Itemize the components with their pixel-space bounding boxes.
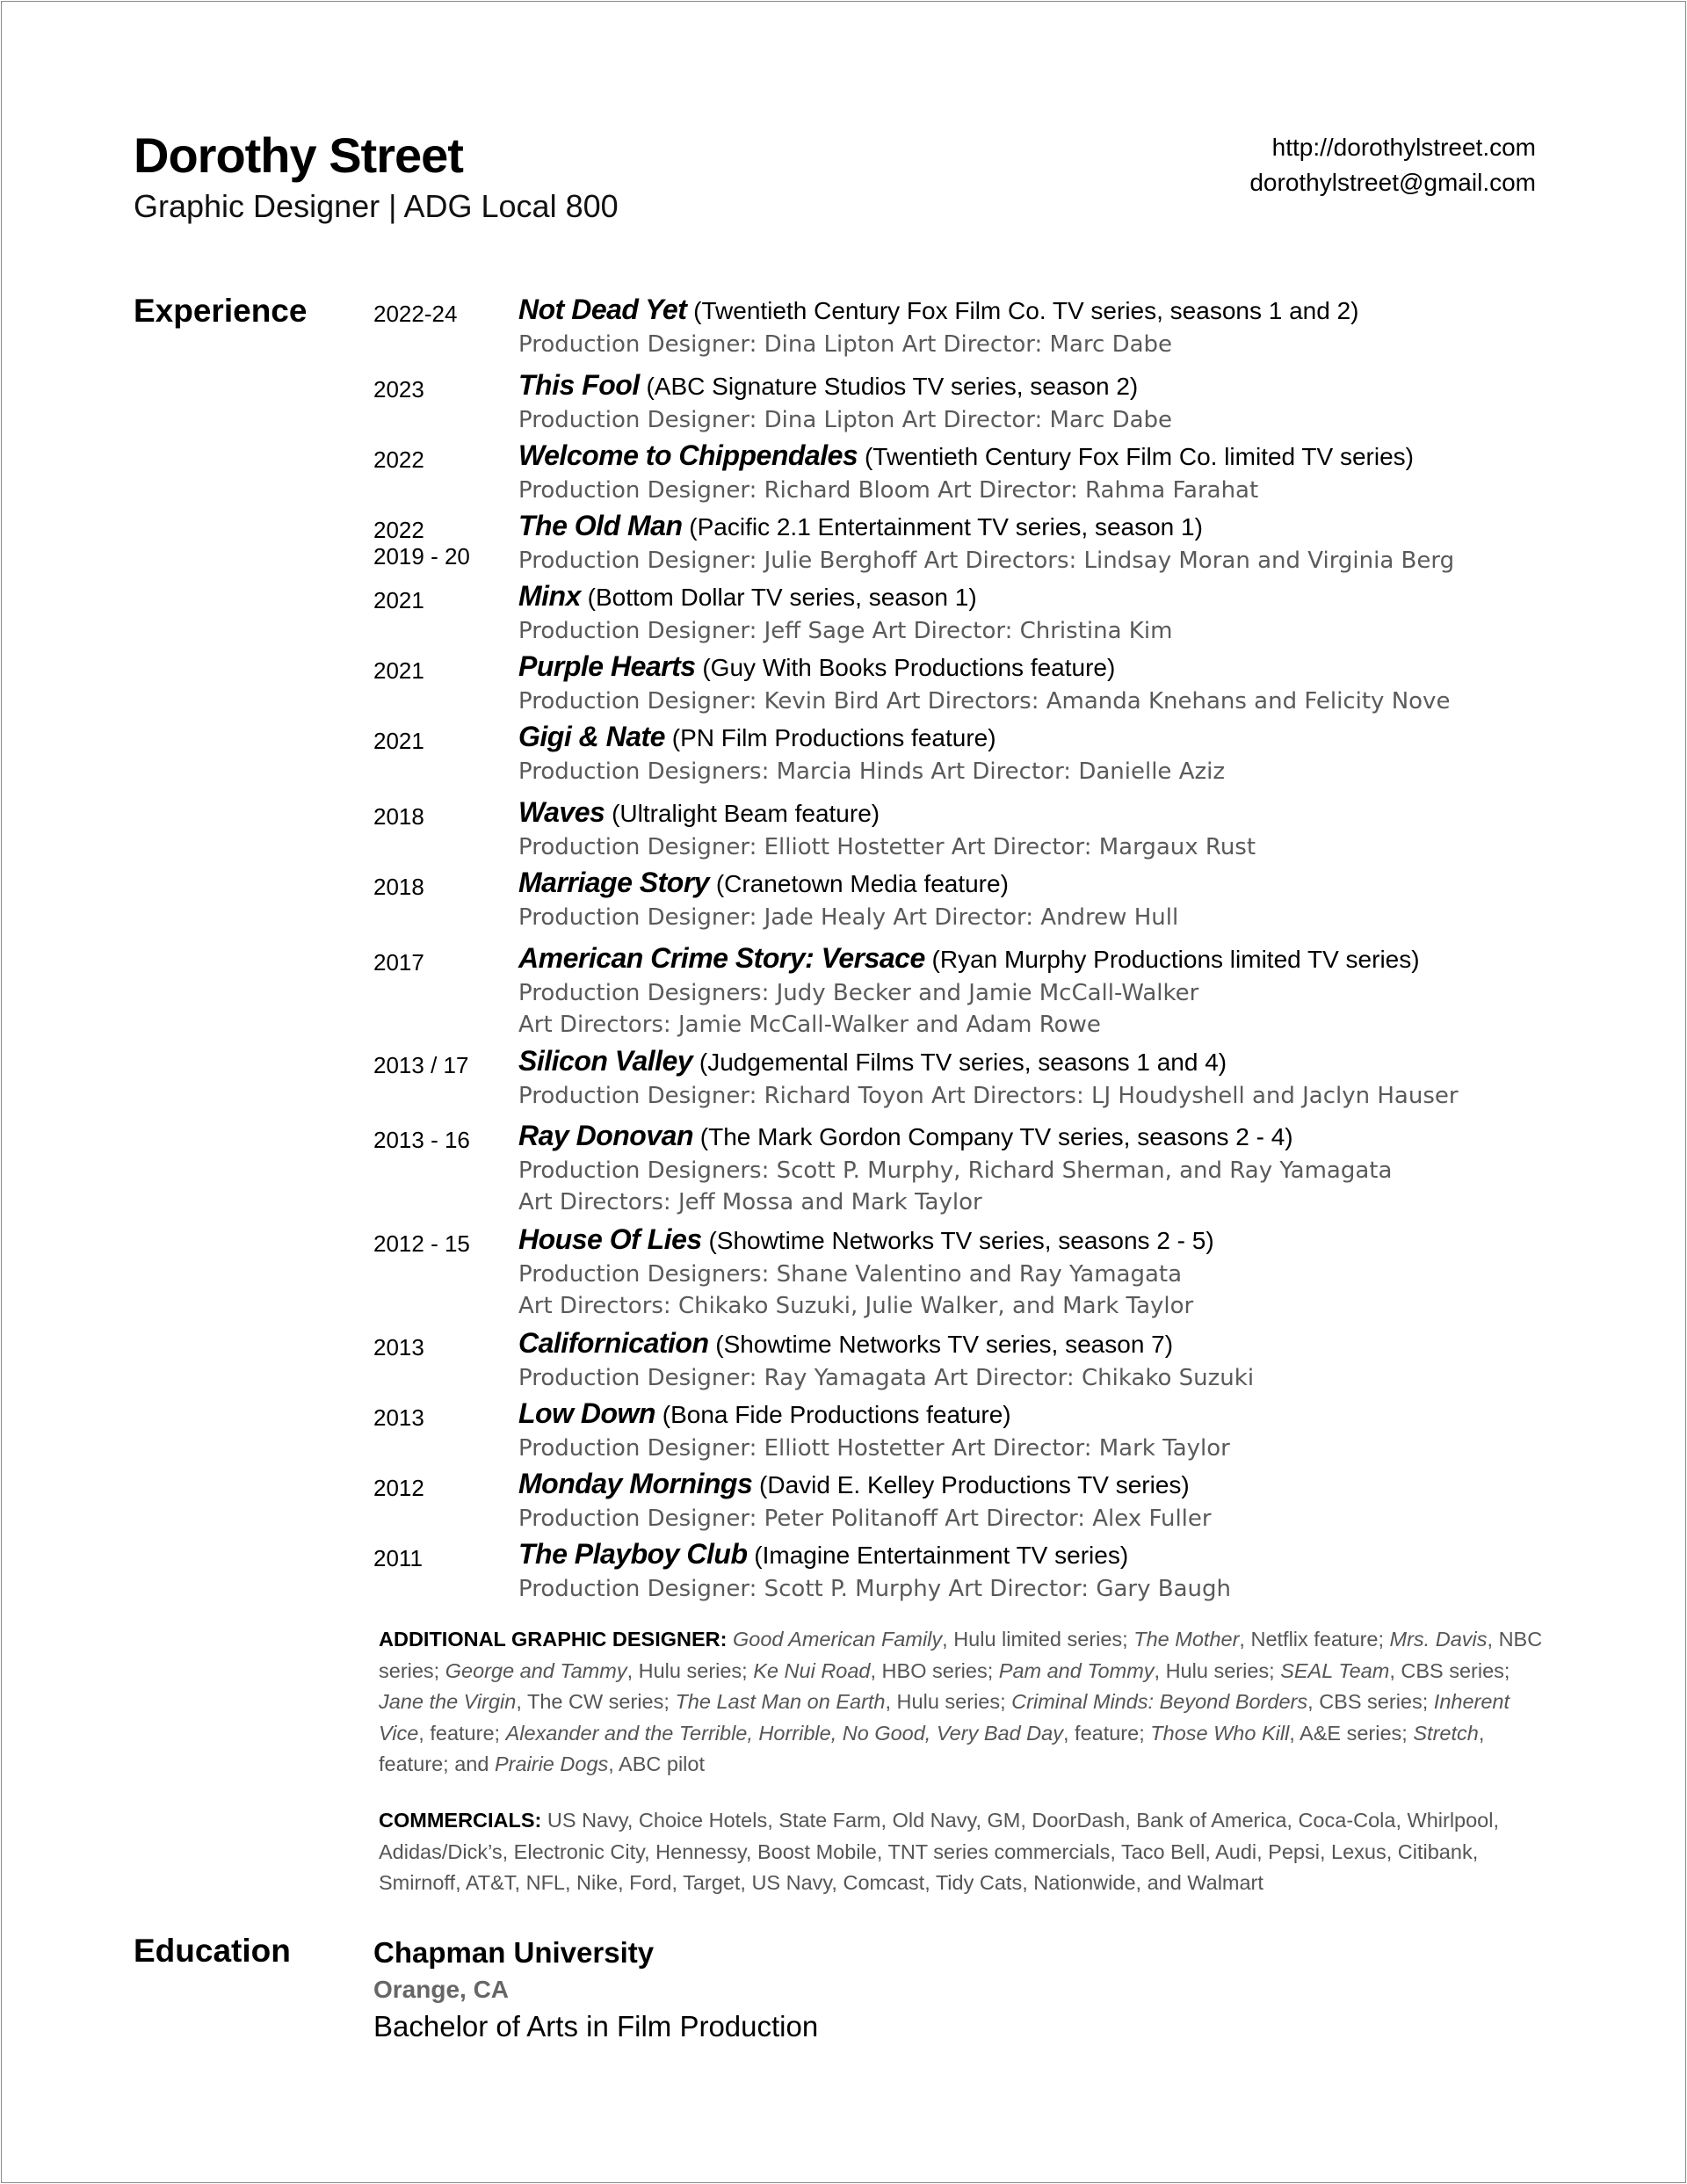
entry-credit: Production Designer: Richard Toyon Art Directors: LJ Houdyshell and Jaclyn Hauser bbox=[518, 1083, 1459, 1109]
entry-title-line bbox=[518, 719, 1225, 756]
entry-title: This Fool bbox=[518, 369, 640, 401]
entry-credit: Production Designer: Julie Berghoff Art Directors: Lindsay Moran and Virginia Berg bbox=[518, 548, 1455, 574]
entry-details: (PN Film Productions feature) bbox=[671, 724, 996, 751]
entry-details: (Pacific 2.1 Entertainment TV series, season 1) bbox=[689, 513, 1203, 541]
entry-details: (The Mark Gordon Company TV series, seasons 2 - 4) bbox=[699, 1123, 1293, 1150]
additional-title: Prairie Dogs bbox=[494, 1752, 609, 1775]
entry-year: 2013 bbox=[373, 1334, 424, 1360]
entry-year: 2018 bbox=[373, 803, 424, 830]
entry-body bbox=[518, 1222, 1214, 1322]
entry-year: 2013 / 17 bbox=[373, 1052, 469, 1078]
entry-body bbox=[518, 438, 1414, 506]
additional-title: Criminal Minds: Beyond Borders bbox=[1011, 1690, 1308, 1713]
entry-details: (Guy With Books Productions feature) bbox=[702, 654, 1116, 681]
experience-entry bbox=[2, 438, 1414, 506]
entry-body bbox=[518, 367, 1172, 436]
entry-year: 2011 bbox=[373, 1545, 423, 1571]
additional-title: The Mother bbox=[1133, 1628, 1240, 1651]
additional-desc: , NBC series; bbox=[379, 1628, 1543, 1682]
commercials-label: COMMERCIALS: bbox=[379, 1809, 542, 1832]
entry-title: Californication bbox=[518, 1327, 709, 1359]
entry-year: 2018 bbox=[373, 874, 424, 900]
entry-year: 2012 bbox=[373, 1475, 424, 1501]
entry-details: (Twentieth Century Fox Film Co. limited TV series) bbox=[864, 443, 1414, 470]
entry-title: Monday Mornings bbox=[518, 1468, 753, 1499]
entry-details: (Twentieth Century Fox Film Co. TV series, seasons 1 and 2) bbox=[693, 297, 1359, 324]
entry-body bbox=[518, 649, 1450, 717]
commercials-text: US Navy, Choice Hotels, State Farm, Old Navy, GM, DoorDash, Bank of America, Coca-Cola, Whirlpool, Adidas/Dick’s, Electronic City, Hennessy, Boost Mobile, TNT series commercials, Taco Bell, Audi, Pepsi, Lexus, Citibank, Smirnoff, AT&T, NFL, Nike, Ford, Target, US Navy, Comcast, Tidy Cats, Nationwide, and Walmart bbox=[379, 1809, 1500, 1894]
entry-year-secondary: 2019 - 20 bbox=[373, 543, 470, 570]
entry-details: (Showtime Networks TV series, season 7) bbox=[715, 1331, 1174, 1358]
additional-title: Mrs. Davis bbox=[1389, 1628, 1488, 1651]
email-link[interactable]: dorothylstreet@gmail.com bbox=[1249, 169, 1536, 196]
entry-body bbox=[518, 719, 1225, 787]
entry-body bbox=[518, 795, 1256, 863]
entry-details: (Imagine Entertainment TV series) bbox=[754, 1542, 1129, 1569]
entry-title: Gigi & Nate bbox=[518, 721, 665, 752]
entry-body bbox=[518, 1043, 1459, 1112]
entry-credit: Production Designer: Peter Politanoff Art Director: Alex Fuller bbox=[518, 1506, 1212, 1532]
entry-details: (Ryan Murphy Productions limited TV series) bbox=[931, 946, 1420, 973]
entry-credit: Production Designers: Scott P. Murphy, Richard Sherman, and Ray Yamagata bbox=[518, 1157, 1393, 1184]
additional-title: Inherent Vice bbox=[379, 1690, 1510, 1745]
entry-credit: Production Designer: Scott P. Murphy Art Director: Gary Baugh bbox=[518, 1576, 1231, 1602]
additional-title: Those Who Kill bbox=[1150, 1721, 1290, 1745]
additional-desc: , HBO series; bbox=[870, 1658, 999, 1682]
additional-desc: , The CW series; bbox=[516, 1690, 676, 1713]
entry-credit: Production Designers: Judy Becker and Jamie McCall-Walker bbox=[518, 980, 1199, 1006]
entry-credit: Production Designer: Kevin Bird Art Directors: Amanda Knehans and Felicity Nove bbox=[518, 688, 1451, 715]
entry-title-line bbox=[518, 508, 1454, 545]
entry-title: Minx bbox=[518, 580, 581, 612]
additional-title: Stretch bbox=[1413, 1721, 1479, 1745]
entry-body bbox=[518, 1466, 1212, 1535]
entry-title: Ray Donovan bbox=[518, 1120, 693, 1151]
experience-entry bbox=[2, 1536, 1231, 1605]
experience-entry bbox=[2, 1043, 1459, 1112]
additional-desc: , CBS series; bbox=[1389, 1658, 1510, 1682]
entry-title-line bbox=[518, 795, 1256, 831]
education-heading: Education bbox=[134, 1933, 291, 1969]
candidate-subtitle: Graphic Designer | ADG Local 800 bbox=[134, 188, 619, 224]
experience-heading: Experience bbox=[134, 293, 308, 329]
experience-entry bbox=[2, 292, 1359, 360]
entry-body bbox=[518, 940, 1420, 1041]
entry-title: House Of Lies bbox=[518, 1223, 702, 1255]
commercials-note bbox=[379, 1805, 1556, 1899]
entry-credit: Production Designer: Jade Healy Art Director: Andrew Hull bbox=[518, 904, 1179, 931]
entry-title-line bbox=[518, 1396, 1230, 1433]
entry-body bbox=[518, 578, 1172, 647]
entry-details: (Showtime Networks TV series, seasons 2 - 5) bbox=[708, 1227, 1214, 1254]
resume-page bbox=[1, 1, 1686, 2183]
entry-details: (Bottom Dollar TV series, season 1) bbox=[587, 584, 977, 611]
entry-details: (Ultralight Beam feature) bbox=[612, 800, 880, 827]
entry-title: Purple Hearts bbox=[518, 650, 696, 682]
entry-credit: Art Directors: Chikako Suzuki, Julie Walker, and Mark Taylor bbox=[518, 1293, 1194, 1319]
entry-title-line bbox=[518, 1118, 1392, 1155]
additional-title: The Last Man on Earth bbox=[675, 1690, 886, 1713]
education-school: Chapman University bbox=[373, 1936, 655, 1969]
entry-credit: Production Designer: Dina Lipton Art Director: Marc Dabe bbox=[518, 407, 1173, 433]
experience-entry bbox=[2, 940, 1420, 1041]
entry-title: Low Down bbox=[518, 1397, 655, 1429]
entry-year: 2022 bbox=[373, 446, 424, 473]
additional-title: George and Tammy bbox=[445, 1658, 627, 1682]
entry-credit: Production Designer: Richard Bloom Art Director: Rahma Farahat bbox=[518, 477, 1259, 504]
entry-body bbox=[518, 292, 1359, 360]
experience-entry bbox=[2, 1466, 1212, 1535]
entry-title: Waves bbox=[518, 796, 605, 828]
entry-title-line bbox=[518, 1466, 1212, 1503]
entry-credit: Production Designer: Ray Yamagata Art Director: Chikako Suzuki bbox=[518, 1365, 1255, 1391]
entry-title-line bbox=[518, 1222, 1214, 1259]
entry-credit: Production Designer: Dina Lipton Art Director: Marc Dabe bbox=[518, 331, 1173, 358]
experience-entry bbox=[2, 795, 1256, 863]
entry-title-line bbox=[518, 367, 1172, 404]
additional-desc: , Netflix feature; bbox=[1239, 1628, 1390, 1651]
entry-credit: Production Designer: Elliott Hostetter Art Director: Margaux Rust bbox=[518, 834, 1256, 860]
experience-entry bbox=[2, 1118, 1392, 1218]
entry-title: Not Dead Yet bbox=[518, 294, 687, 325]
candidate-name: Dorothy Street bbox=[134, 127, 463, 183]
entry-credit: Art Directors: Jamie McCall-Walker and Adam Rowe bbox=[518, 1012, 1101, 1038]
additional-title: Alexander and the Terrible, Horrible, No Good, Very Bad Day bbox=[505, 1721, 1063, 1745]
additional-designer-note bbox=[379, 1624, 1556, 1781]
entry-year: 2023 bbox=[373, 376, 424, 403]
additional-desc: , CBS series; bbox=[1307, 1690, 1434, 1713]
entry-credit: Production Designer: Elliott Hostetter Art Director: Mark Taylor bbox=[518, 1435, 1230, 1462]
entry-body bbox=[518, 1118, 1392, 1218]
entry-title-line bbox=[518, 865, 1178, 902]
additional-desc: , feature; and bbox=[379, 1721, 1485, 1775]
entry-year: 2013 bbox=[373, 1404, 424, 1431]
additional-desc: , A&E series; bbox=[1289, 1721, 1414, 1745]
entry-year: 2022 bbox=[373, 517, 424, 543]
entry-credit: Production Designers: Shane Valentino and Ray Yamagata bbox=[518, 1261, 1183, 1288]
additional-desc: , ABC pilot bbox=[608, 1752, 705, 1775]
additional-title: Pam and Tommy bbox=[998, 1658, 1155, 1682]
entry-title: Marriage Story bbox=[518, 867, 710, 898]
entry-title: The Playboy Club bbox=[518, 1538, 748, 1570]
entry-title: The Old Man bbox=[518, 510, 683, 541]
entry-details: (ABC Signature Studios TV series, season 2) bbox=[646, 373, 1139, 400]
contact-block bbox=[1249, 130, 1536, 200]
entry-details: (Cranetown Media feature) bbox=[715, 870, 1009, 897]
entry-body bbox=[518, 508, 1454, 577]
entry-year: 2021 bbox=[373, 728, 424, 754]
education-degree: Bachelor of Arts in Film Production bbox=[373, 2010, 819, 2043]
experience-entry bbox=[2, 865, 1178, 933]
education-location: Orange, CA bbox=[373, 1976, 510, 2003]
experience-entry bbox=[2, 1325, 1254, 1394]
experience-entry bbox=[2, 1222, 1214, 1322]
entry-credit: Production Designer: Jeff Sage Art Director: Christina Kim bbox=[518, 618, 1173, 644]
experience-entry bbox=[2, 649, 1450, 717]
entry-title: Silicon Valley bbox=[518, 1045, 693, 1077]
entry-title-line bbox=[518, 578, 1172, 615]
entry-credit: Art Directors: Jeff Mossa and Mark Taylor bbox=[518, 1189, 982, 1215]
entry-body bbox=[518, 1536, 1231, 1605]
entry-year: 2013 - 16 bbox=[373, 1127, 470, 1153]
additional-desc: , Hulu series; bbox=[885, 1690, 1012, 1713]
additional-desc: , feature; bbox=[418, 1721, 506, 1745]
experience-entry bbox=[2, 578, 1172, 647]
additional-designer-label: ADDITIONAL GRAPHIC DESIGNER: bbox=[379, 1628, 728, 1651]
additional-title: SEAL Team bbox=[1280, 1658, 1390, 1682]
additional-title: Jane the Virgin bbox=[379, 1690, 517, 1713]
entry-title-line bbox=[518, 438, 1414, 475]
experience-entry bbox=[2, 1396, 1230, 1464]
entry-details: (Bona Fide Productions feature) bbox=[662, 1401, 1011, 1428]
experience-entry bbox=[2, 719, 1225, 787]
entry-details: (David E. Kelley Productions TV series) bbox=[759, 1471, 1190, 1498]
entry-details: (Judgemental Films TV series, seasons 1 and 4) bbox=[699, 1048, 1227, 1076]
entry-year: 2017 bbox=[373, 949, 424, 976]
experience-entry bbox=[2, 367, 1172, 436]
additional-desc: , Hulu series; bbox=[1154, 1658, 1281, 1682]
entry-year: 2021 bbox=[373, 587, 424, 613]
additional-title: Ke Nui Road bbox=[753, 1658, 871, 1682]
entry-year: 2012 - 15 bbox=[373, 1230, 470, 1257]
entry-title-line bbox=[518, 1043, 1459, 1080]
additional-desc: , Hulu limited series; bbox=[942, 1628, 1134, 1651]
entry-body bbox=[518, 1396, 1230, 1464]
website-link[interactable]: http://dorothylstreet.com bbox=[1271, 134, 1536, 161]
entry-title: American Crime Story: Versace bbox=[518, 942, 925, 974]
additional-title: Good American Family bbox=[733, 1628, 943, 1651]
entry-year: 2021 bbox=[373, 657, 424, 684]
experience-entry bbox=[2, 508, 1454, 577]
entry-title-line bbox=[518, 649, 1450, 686]
entry-title: Welcome to Chippendales bbox=[518, 439, 858, 471]
entry-body bbox=[518, 865, 1178, 933]
additional-desc: , Hulu series; bbox=[626, 1658, 754, 1682]
additional-desc: , feature; bbox=[1062, 1721, 1151, 1745]
entry-title-line bbox=[518, 1536, 1231, 1573]
entry-title-line bbox=[518, 940, 1420, 977]
entry-title-line bbox=[518, 1325, 1254, 1362]
entry-year: 2022-24 bbox=[373, 301, 458, 327]
entry-credit: Production Designers: Marcia Hinds Art Director: Danielle Aziz bbox=[518, 758, 1225, 785]
entry-title-line bbox=[518, 292, 1359, 329]
entry-body bbox=[518, 1325, 1254, 1394]
